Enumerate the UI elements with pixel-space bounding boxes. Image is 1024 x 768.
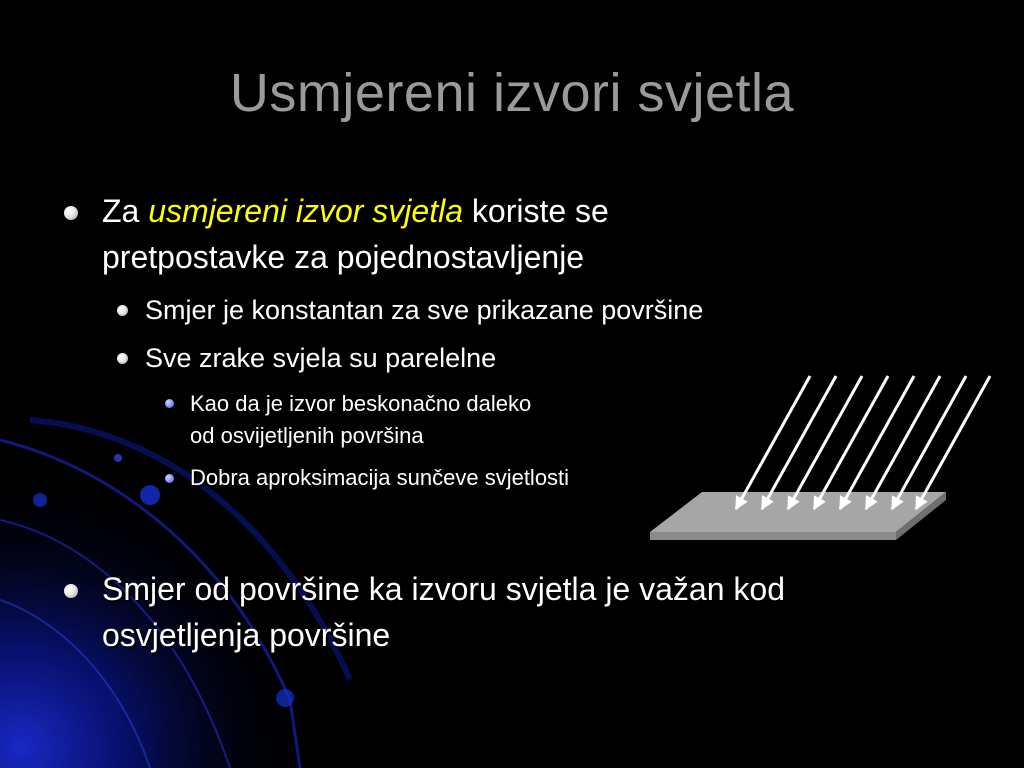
bullet-1-text-pre: Za (102, 193, 149, 229)
bullet-1-line-1 (102, 188, 609, 234)
light-rays (736, 376, 990, 509)
sub-bullet-2: Sve zrake svjela su parelelne (145, 343, 497, 373)
bullet-1-emphasis: usmjereni izvor svjetla (148, 193, 463, 229)
bullet-dot (165, 399, 174, 408)
bullet-1-text-post: koriste se (463, 193, 609, 229)
bullet-dot (64, 206, 78, 220)
bullet-dot (165, 474, 174, 483)
bullet-2-line-2: osvjetljenja površine (102, 617, 391, 653)
sub-sub-bullet-1-line-1: Kao da je izvor beskonačno daleko (190, 391, 532, 416)
surface-plane-top (650, 492, 946, 532)
bullet-2-line-1: Smjer od površine ka izvoru svjetla je važan kod (102, 571, 785, 607)
bullet-dot (64, 584, 78, 598)
bullet-dot (117, 305, 128, 316)
parallel-light-rays-diagram (640, 368, 1000, 558)
slide-title: Usmjereni izvori svjetla (229, 63, 795, 123)
sub-bullet-1: Smjer je konstantan za sve prikazane površine (145, 295, 704, 325)
sub-sub-bullet-1-line-2: od osvijetljenih površina (190, 423, 424, 448)
bullet-dot (117, 353, 128, 364)
sub-sub-bullet-2: Dobra aproksimacija sunčeve svjetlosti (190, 465, 570, 490)
surface-plane-front (650, 532, 896, 540)
bullet-1-line-2: pretpostavke za pojednostavljenje (102, 239, 585, 275)
